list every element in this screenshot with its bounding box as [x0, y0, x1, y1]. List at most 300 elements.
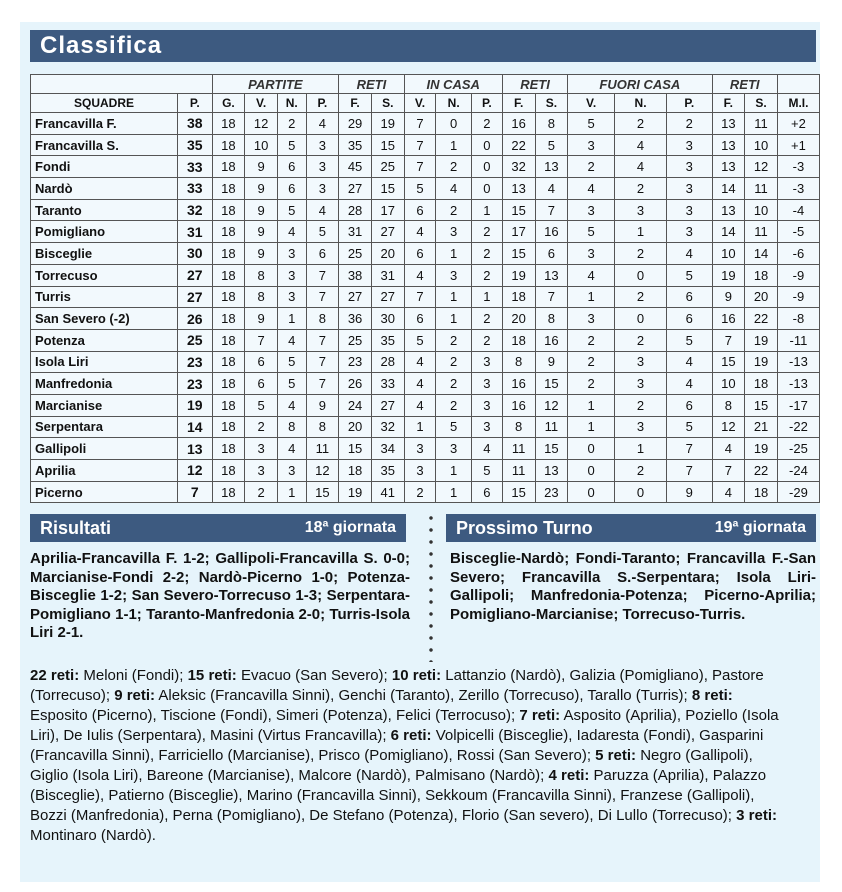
column-header-row — [31, 94, 820, 113]
stat-cell: 10 — [245, 134, 278, 156]
stat-cell: 11 — [502, 460, 535, 482]
page-title: Classifica — [30, 30, 816, 62]
table-row — [31, 156, 820, 178]
blank-group-header — [31, 75, 213, 94]
scorer-names: Volpicelli (Bisceglie), Iadaresta (Fondi), Gasparini (Francavilla Sinni), Farriciello (Marcianise), Prisco (Pomigliano), Rossi (San Severo); — [30, 727, 764, 764]
goals-label: 9 reti: — [114, 687, 156, 704]
stat-cell: 6 — [245, 351, 278, 373]
stat-cell: 1 — [436, 286, 471, 308]
stat-cell: 36 — [339, 308, 372, 330]
stat-cell: 4 — [535, 178, 568, 200]
stat-cell: 34 — [371, 438, 404, 460]
stat-cell: 5 — [404, 178, 436, 200]
stat-cell: 6 — [471, 481, 502, 503]
stat-cell: 0 — [614, 264, 666, 286]
stat-cell: -11 — [777, 329, 819, 351]
table-row — [31, 373, 820, 395]
group-header: RETI — [502, 75, 567, 94]
stat-cell: 6 — [667, 286, 712, 308]
stat-cell: 5 — [277, 134, 306, 156]
stat-cell: 24 — [339, 394, 372, 416]
stat-cell: 1 — [568, 394, 615, 416]
stat-cell: 2 — [667, 113, 712, 135]
stat-cell: 27 — [339, 286, 372, 308]
stat-cell: 9 — [667, 481, 712, 503]
stat-cell: 2 — [471, 329, 502, 351]
stat-cell: 41 — [371, 481, 404, 503]
stat-cell: 6 — [404, 199, 436, 221]
stat-cell: 4 — [568, 264, 615, 286]
stat-cell: 2 — [471, 308, 502, 330]
stat-cell: 18 — [745, 264, 778, 286]
stat-cell: 2 — [436, 329, 471, 351]
column-header: V. — [245, 94, 278, 113]
stat-cell: 22 — [502, 134, 535, 156]
column-header: V. — [404, 94, 436, 113]
stat-cell: 2 — [245, 481, 278, 503]
team-name: Taranto — [31, 199, 178, 221]
standings-table — [30, 74, 820, 503]
stat-cell: 1 — [277, 308, 306, 330]
stat-cell: 8 — [306, 308, 339, 330]
stat-cell: 19 — [339, 481, 372, 503]
team-name: Fondi — [31, 156, 178, 178]
stat-cell: 19 — [502, 264, 535, 286]
stat-cell: 16 — [535, 221, 568, 243]
stat-cell: +1 — [777, 134, 819, 156]
team-name: Picerno — [31, 481, 178, 503]
stat-cell: 9 — [245, 221, 278, 243]
stat-cell: 0 — [568, 481, 615, 503]
column-header: S. — [371, 94, 404, 113]
stat-cell: 1 — [614, 438, 666, 460]
stat-cell: 6 — [277, 178, 306, 200]
team-name: Manfredonia — [31, 373, 178, 395]
table-row — [31, 243, 820, 265]
stat-cell: 5 — [277, 351, 306, 373]
table-row — [31, 286, 820, 308]
stat-cell: -17 — [777, 394, 819, 416]
stat-cell: 25 — [371, 156, 404, 178]
stat-cell: 3 — [404, 460, 436, 482]
stat-cell: 17 — [502, 221, 535, 243]
stat-cell: 18 — [212, 373, 245, 395]
points-cell: 7 — [178, 481, 213, 503]
stat-cell: 21 — [745, 416, 778, 438]
team-name: Pomigliano — [31, 221, 178, 243]
stat-cell: 15 — [371, 134, 404, 156]
stat-cell: 3 — [471, 373, 502, 395]
team-name: Nardò — [31, 178, 178, 200]
stat-cell: 0 — [471, 156, 502, 178]
results-round: 18ª giornata — [304, 519, 396, 536]
stat-cell: 15 — [535, 373, 568, 395]
stat-cell: 3 — [614, 351, 666, 373]
stat-cell: 4 — [712, 438, 745, 460]
stat-cell: 3 — [245, 460, 278, 482]
stat-cell: 1 — [436, 308, 471, 330]
stat-cell: 10 — [712, 243, 745, 265]
team-name: Aprilia — [31, 460, 178, 482]
stat-cell: 14 — [712, 221, 745, 243]
stat-cell: 5 — [277, 199, 306, 221]
stat-cell: 5 — [568, 113, 615, 135]
table-row — [31, 394, 820, 416]
scorer-names: Esposito (Picerno), Tiscione (Fondi), Simeri (Potenza), Felici (Terrocuso); — [30, 707, 516, 724]
results-text: Aprilia-Francavilla F. 1-2; Gallipoli-Francavilla S. 0-0; Marcianise-Fondi 2-2; Nardò-Picerno 1-0; Potenza-Bisceglie 1-2; San Severo-Torrecuso 1-3; Serpentara-Pomigliano 1-1; Taranto-Manfredonia 2-0; Turris-Isola Liri 2-1. — [30, 550, 410, 641]
stat-cell: 18 — [212, 394, 245, 416]
group-header-row — [31, 75, 820, 94]
stat-cell: 3 — [306, 156, 339, 178]
stat-cell: 15 — [712, 351, 745, 373]
table-row — [31, 438, 820, 460]
stat-cell: 8 — [245, 286, 278, 308]
stat-cell: 15 — [339, 438, 372, 460]
column-header: F. — [502, 94, 535, 113]
standings-body — [31, 113, 820, 503]
stat-cell: 22 — [745, 460, 778, 482]
stat-cell: 2 — [436, 373, 471, 395]
stat-cell: -22 — [777, 416, 819, 438]
points-cell: 35 — [178, 134, 213, 156]
stat-cell: 11 — [502, 438, 535, 460]
stat-cell: 4 — [667, 351, 712, 373]
stat-cell: 3 — [667, 199, 712, 221]
stat-cell: 2 — [568, 329, 615, 351]
stat-cell: 18 — [502, 286, 535, 308]
stat-cell: 18 — [212, 199, 245, 221]
team-name: Marcianise — [31, 394, 178, 416]
goals-label: 7 reti: — [519, 707, 561, 724]
stat-cell: 27 — [339, 178, 372, 200]
stat-cell: 10 — [712, 373, 745, 395]
stat-cell: 18 — [212, 156, 245, 178]
stat-cell: 0 — [568, 438, 615, 460]
stat-cell: 8 — [306, 416, 339, 438]
stat-cell: 0 — [471, 134, 502, 156]
stat-cell: 20 — [502, 308, 535, 330]
stat-cell: 7 — [306, 351, 339, 373]
column-header: F. — [339, 94, 372, 113]
stat-cell: 18 — [212, 416, 245, 438]
points-cell: 33 — [178, 156, 213, 178]
stat-cell: 6 — [306, 243, 339, 265]
scorer-names: Asposito (Aprilia), Poziello (Isola Liri), De Iulis (Serpentara), Masini (Virtus Francavilla); — [30, 707, 779, 744]
stat-cell: 5 — [306, 221, 339, 243]
stat-cell: 16 — [502, 394, 535, 416]
stat-cell: 5 — [535, 134, 568, 156]
stat-cell: -13 — [777, 373, 819, 395]
stat-cell: 20 — [371, 243, 404, 265]
blank-group-header — [777, 75, 819, 94]
stat-cell: 4 — [277, 394, 306, 416]
stat-cell: 16 — [535, 329, 568, 351]
goals-label: 3 reti: — [736, 807, 777, 824]
stat-cell: 1 — [436, 481, 471, 503]
stat-cell: 2 — [614, 394, 666, 416]
stat-cell: 6 — [535, 243, 568, 265]
group-header: RETI — [339, 75, 404, 94]
stat-cell: 4 — [404, 351, 436, 373]
stat-cell: 3 — [568, 308, 615, 330]
stat-cell: 18 — [745, 373, 778, 395]
stat-cell: 18 — [212, 481, 245, 503]
stat-cell: 17 — [371, 199, 404, 221]
stat-cell: 3 — [306, 178, 339, 200]
stat-cell: 18 — [212, 460, 245, 482]
stat-cell: 18 — [745, 481, 778, 503]
points-cell: 27 — [178, 286, 213, 308]
next-round-header — [446, 514, 816, 542]
stat-cell: 18 — [212, 113, 245, 135]
stat-cell: -8 — [777, 308, 819, 330]
stat-cell: 5 — [568, 221, 615, 243]
stat-cell: 7 — [667, 438, 712, 460]
stat-cell: 2 — [614, 178, 666, 200]
scorer-names: Negro (Gallipoli), Giglio (Isola Liri), Bareone (Marcianise), Malcore (Nardò), Palmisano (Nardò); — [30, 747, 753, 784]
stat-cell: -9 — [777, 264, 819, 286]
stat-cell: 12 — [535, 394, 568, 416]
stat-cell: 1 — [614, 221, 666, 243]
stat-cell: 11 — [745, 178, 778, 200]
stat-cell: 4 — [306, 113, 339, 135]
stat-cell: 7 — [404, 113, 436, 135]
stat-cell: 9 — [306, 394, 339, 416]
stat-cell: 8 — [502, 351, 535, 373]
stat-cell: 2 — [614, 113, 666, 135]
points-cell: 33 — [178, 178, 213, 200]
column-header: P. — [306, 94, 339, 113]
stat-cell: 7 — [404, 286, 436, 308]
stat-cell: 7 — [535, 286, 568, 308]
stat-cell: 0 — [568, 460, 615, 482]
table-row — [31, 460, 820, 482]
stat-cell: 3 — [667, 156, 712, 178]
group-header: PARTITE — [212, 75, 339, 94]
stat-cell: 28 — [371, 351, 404, 373]
stat-cell: 15 — [502, 481, 535, 503]
stat-cell: 30 — [371, 308, 404, 330]
stat-cell: 13 — [535, 264, 568, 286]
stat-cell: 10 — [745, 134, 778, 156]
stat-cell: 8 — [277, 416, 306, 438]
next-round-round: 19ª giornata — [714, 519, 806, 536]
stat-cell: 3 — [471, 394, 502, 416]
stat-cell: 18 — [339, 460, 372, 482]
stat-cell: 11 — [306, 438, 339, 460]
stat-cell: 35 — [339, 134, 372, 156]
stat-cell: -5 — [777, 221, 819, 243]
scorer-names: Montinaro (Nardò). — [30, 827, 156, 844]
team-name: San Severo (-2) — [31, 308, 178, 330]
stat-cell: 31 — [339, 221, 372, 243]
stat-cell: 7 — [306, 373, 339, 395]
team-name: Potenza — [31, 329, 178, 351]
points-cell: 26 — [178, 308, 213, 330]
stat-cell: 3 — [436, 264, 471, 286]
stat-cell: 15 — [502, 199, 535, 221]
table-row — [31, 481, 820, 503]
stat-cell: 18 — [212, 351, 245, 373]
team-name: Isola Liri — [31, 351, 178, 373]
stat-cell: 4 — [471, 438, 502, 460]
stat-cell: 4 — [277, 221, 306, 243]
stat-cell: 29 — [339, 113, 372, 135]
stat-cell: 18 — [212, 264, 245, 286]
stat-cell: 9 — [245, 199, 278, 221]
stat-cell: 2 — [568, 351, 615, 373]
stat-cell: 2 — [614, 243, 666, 265]
points-cell: 23 — [178, 373, 213, 395]
points-cell: 13 — [178, 438, 213, 460]
stat-cell: 27 — [371, 286, 404, 308]
stat-cell: 20 — [339, 416, 372, 438]
stat-cell: 1 — [436, 460, 471, 482]
results-header — [30, 514, 406, 542]
stat-cell: 13 — [712, 199, 745, 221]
stat-cell: 13 — [712, 156, 745, 178]
stat-cell: 3 — [667, 178, 712, 200]
stat-cell: 7 — [306, 286, 339, 308]
stat-cell: 0 — [614, 481, 666, 503]
stat-cell: 3 — [306, 134, 339, 156]
stat-cell: 18 — [502, 329, 535, 351]
stat-cell: 7 — [712, 460, 745, 482]
stat-cell: 9 — [535, 351, 568, 373]
stat-cell: 12 — [306, 460, 339, 482]
stat-cell: 12 — [712, 416, 745, 438]
stat-cell: 4 — [404, 394, 436, 416]
stat-cell: 18 — [212, 329, 245, 351]
table-row — [31, 113, 820, 135]
goals-label: 4 reti: — [548, 767, 590, 784]
stat-cell: 2 — [471, 113, 502, 135]
column-header: N. — [277, 94, 306, 113]
table-row — [31, 416, 820, 438]
stat-cell: -25 — [777, 438, 819, 460]
stat-cell: 23 — [339, 351, 372, 373]
stat-cell: 6 — [245, 373, 278, 395]
stat-cell: 9 — [245, 243, 278, 265]
points-cell: 31 — [178, 221, 213, 243]
stat-cell: 5 — [667, 416, 712, 438]
stat-cell: 15 — [371, 178, 404, 200]
goals-label: 8 reti: — [691, 687, 733, 704]
stat-cell: 2 — [471, 243, 502, 265]
stat-cell: 4 — [712, 481, 745, 503]
stat-cell: 13 — [535, 460, 568, 482]
stat-cell: 7 — [306, 264, 339, 286]
stat-cell: 18 — [212, 221, 245, 243]
stat-cell: 14 — [745, 243, 778, 265]
stat-cell: 12 — [745, 156, 778, 178]
stat-cell: 14 — [712, 178, 745, 200]
next-round-text: Bisceglie-Nardò; Fondi-Taranto; Francavilla F.-San Severo; Francavilla S.-Serpentara; Isola Liri-Gallipoli; Manfredonia-Potenza; Picerno-Aprilia; Pomigliano-Marcianise; Torrecuso-Turris. — [450, 550, 816, 623]
team-name: Gallipoli — [31, 438, 178, 460]
table-row — [31, 351, 820, 373]
stat-cell: 3 — [667, 221, 712, 243]
stat-cell: 5 — [277, 373, 306, 395]
stat-cell: 4 — [404, 373, 436, 395]
goals-label: 10 reti: — [391, 667, 442, 684]
stat-cell: 6 — [277, 156, 306, 178]
stat-cell: -3 — [777, 178, 819, 200]
stat-cell: 15 — [535, 438, 568, 460]
stat-cell: 19 — [371, 113, 404, 135]
stat-cell: 13 — [712, 113, 745, 135]
stat-cell: 38 — [339, 264, 372, 286]
stat-cell: 11 — [745, 113, 778, 135]
stat-cell: 27 — [371, 394, 404, 416]
scorer-names: Paruzza (Aprilia), Palazzo (Bisceglie), Patierno (Bisceglie), Marino (Francavilla Sinni), Sekkoum (Francavilla Sinni), Franzese (Gallipoli), Bozzi (Manfredonia), Perna (Pomigliano), De Stefano (Potenza), Florio (San severo), Di Lullo (Torrecuso); — [30, 767, 767, 824]
stat-cell: 2 — [471, 221, 502, 243]
stat-cell: 3 — [277, 460, 306, 482]
stat-cell: 3 — [471, 351, 502, 373]
stat-cell: 16 — [502, 113, 535, 135]
stat-cell: 3 — [667, 134, 712, 156]
stat-cell: 18 — [212, 178, 245, 200]
stat-cell: 27 — [371, 221, 404, 243]
stat-cell: 3 — [568, 134, 615, 156]
scorers-list — [30, 666, 790, 846]
points-cell: 12 — [178, 460, 213, 482]
column-header: SQUADRE — [31, 94, 178, 113]
stat-cell: 4 — [667, 243, 712, 265]
column-header: G. — [212, 94, 245, 113]
next-round-label: Prossimo Turno — [456, 518, 593, 538]
stat-cell: 1 — [436, 243, 471, 265]
team-name: Bisceglie — [31, 243, 178, 265]
stat-cell: 25 — [339, 329, 372, 351]
stat-cell: 3 — [277, 286, 306, 308]
stat-cell: 18 — [212, 308, 245, 330]
stat-cell: 19 — [745, 438, 778, 460]
stat-cell: 3 — [471, 416, 502, 438]
stat-cell: 6 — [404, 308, 436, 330]
stat-cell: -3 — [777, 156, 819, 178]
stat-cell: 18 — [212, 134, 245, 156]
stat-cell: 15 — [745, 394, 778, 416]
stat-cell: 1 — [436, 134, 471, 156]
stat-cell: 9 — [712, 286, 745, 308]
stat-cell: 31 — [371, 264, 404, 286]
stat-cell: 13 — [502, 178, 535, 200]
stat-cell: 28 — [339, 199, 372, 221]
stat-cell: 32 — [371, 416, 404, 438]
stat-cell: 11 — [535, 416, 568, 438]
stat-cell: 3 — [568, 243, 615, 265]
stat-cell: 8 — [245, 264, 278, 286]
stat-cell: 4 — [306, 199, 339, 221]
column-header: P. — [667, 94, 712, 113]
stat-cell: 18 — [212, 243, 245, 265]
points-cell: 23 — [178, 351, 213, 373]
stat-cell: 1 — [277, 481, 306, 503]
stat-cell: 3 — [614, 373, 666, 395]
stat-cell: 2 — [277, 113, 306, 135]
stat-cell: 7 — [712, 329, 745, 351]
stat-cell: 19 — [712, 264, 745, 286]
stat-cell: 12 — [245, 113, 278, 135]
scorer-names: Aleksic (Francavilla Sinni), Genchi (Taranto), Zerillo (Torrecuso), Tarallo (Turris); — [158, 687, 688, 704]
stat-cell: 7 — [404, 134, 436, 156]
stat-cell: 6 — [404, 243, 436, 265]
group-header: IN CASA — [404, 75, 502, 94]
stat-cell: 1 — [471, 286, 502, 308]
stat-cell: 3 — [614, 199, 666, 221]
stat-cell: 3 — [436, 438, 471, 460]
goals-label: 22 reti: — [30, 667, 80, 684]
